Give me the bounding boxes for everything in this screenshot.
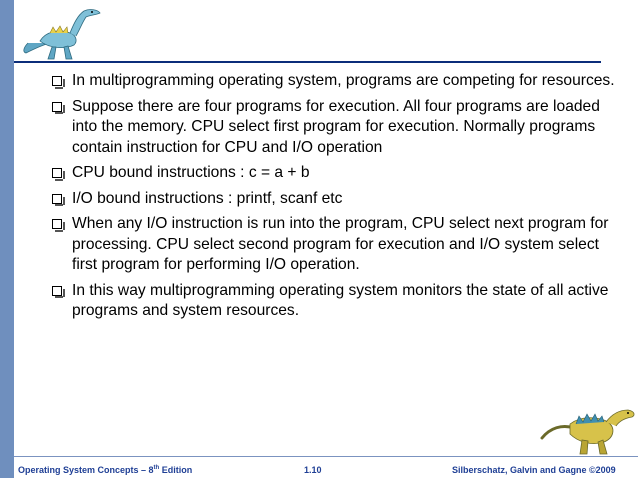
bullet-text: CPU bound instructions : c = a + b xyxy=(72,164,310,181)
dinosaur-logo-icon xyxy=(540,398,638,456)
checkbox-bullet-icon xyxy=(52,286,62,296)
title-rule xyxy=(14,61,601,63)
left-accent-bar xyxy=(0,0,14,478)
checkbox-bullet-icon xyxy=(52,219,62,229)
bullet-item xyxy=(50,71,628,92)
footer-rule xyxy=(14,456,638,457)
footer-authors: Silberschatz, Galvin and Gagne ©2009 xyxy=(452,465,616,475)
checkbox-bullet-icon xyxy=(52,102,62,112)
checkbox-bullet-icon xyxy=(52,168,62,178)
footer-page-number: 1.10 xyxy=(304,465,322,475)
dinosaur-logo-icon xyxy=(20,3,104,61)
checkbox-bullet-icon xyxy=(52,194,62,204)
bullet-item xyxy=(50,281,628,322)
bullet-item xyxy=(50,163,628,184)
bullet-item xyxy=(50,214,628,276)
bullet-text: Suppose there are four programs for execution. All four programs are loaded into the memory. CPU select first program for execution. Normally programs contain instruction for CPU and I/O operation xyxy=(72,97,600,156)
bullet-item xyxy=(50,97,628,159)
bullet-text: When any I/O instruction is run into the program, CPU select next program for processing. CPU select second program for execution and I/O system select first program for performing I/O operation. xyxy=(72,215,609,273)
bullet-text: In multiprogramming operating system, programs are competing for resources. xyxy=(72,72,615,89)
footer-book-title: Operating System Concepts – 8th Edition xyxy=(18,465,193,475)
bullet-text: I/O bound instructions : printf, scanf etc xyxy=(72,189,343,207)
checkbox-bullet-icon xyxy=(52,76,62,86)
bullet-list xyxy=(50,71,628,327)
bullet-item xyxy=(50,189,628,210)
bullet-text: In this way multiprogramming operating system monitors the state of all active programs and system resources. xyxy=(72,281,609,319)
